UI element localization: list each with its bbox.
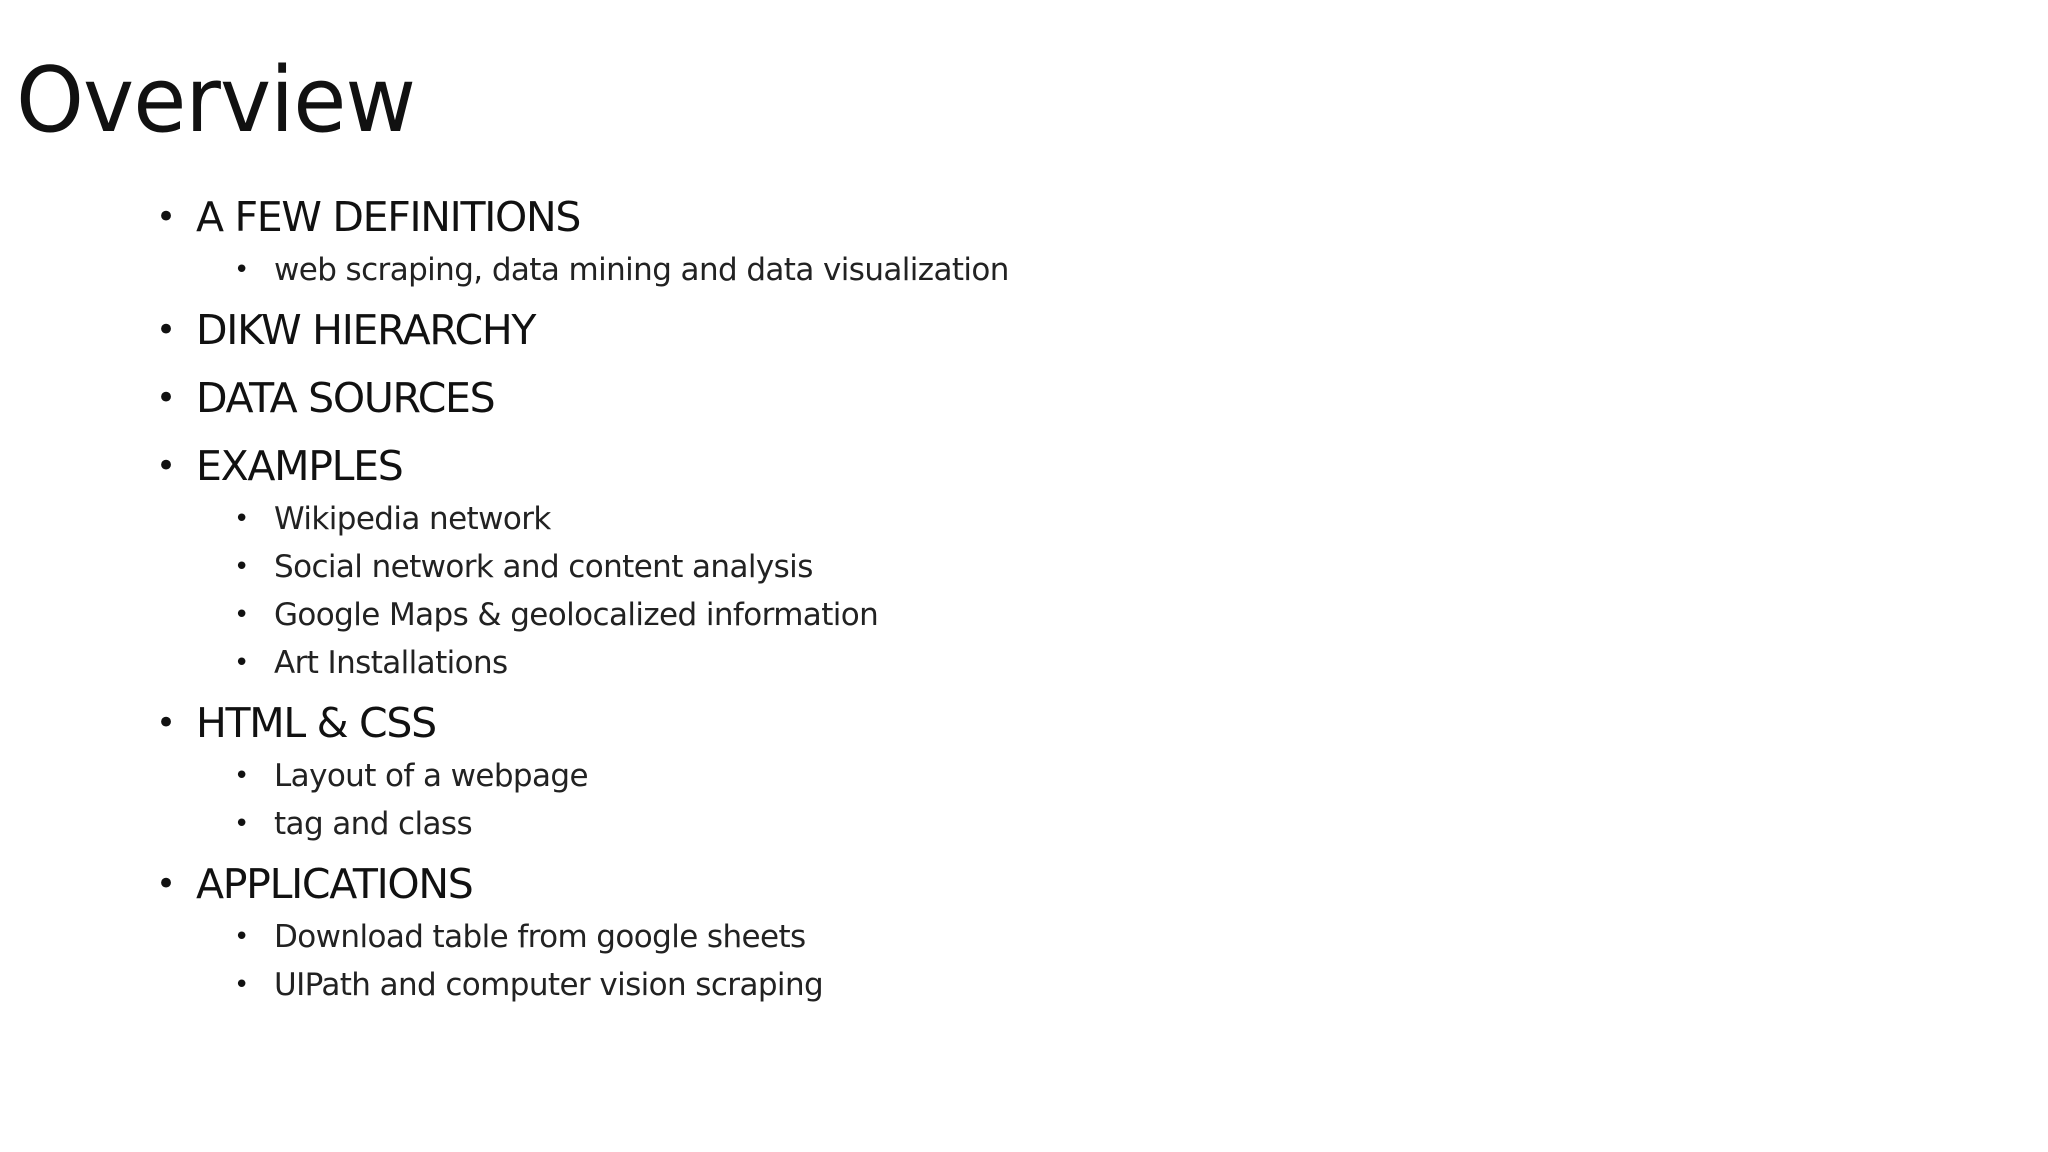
sub-item-label: Social network and content analysis (274, 549, 813, 585)
sub-list (234, 495, 1009, 687)
bullet-icon: • (234, 552, 250, 582)
outline-item-label: A FEW DEFINITIONS (196, 193, 581, 241)
bullet-icon: • (234, 809, 250, 839)
outline-item-label: DIKW HIERARCHY (196, 306, 536, 354)
sub-item (234, 495, 1009, 543)
bullet-icon: • (156, 197, 177, 237)
sub-item-label: UIPath and computer vision scraping (274, 967, 824, 1003)
bullet-icon: • (234, 922, 250, 952)
sub-item (234, 961, 1009, 1009)
sub-list (234, 913, 1009, 1009)
sub-item (234, 543, 1009, 591)
sub-item (234, 591, 1009, 639)
sub-item-label: Layout of a webpage (274, 758, 588, 794)
bullet-icon: • (234, 504, 250, 534)
outline-item (156, 186, 1009, 294)
outline-item (156, 435, 971, 687)
sub-item (234, 639, 1009, 687)
outline-item (156, 299, 971, 362)
bullet-icon: • (234, 970, 250, 1000)
outline-item (156, 367, 971, 430)
outline-item-label: APPLICATIONS (196, 860, 473, 908)
sub-item-label: Wikipedia network (274, 501, 551, 537)
sub-item (234, 246, 1009, 294)
sub-item-label: Google Maps & geolocalized information (274, 597, 879, 633)
bullet-icon: • (156, 378, 177, 418)
bullet-icon: • (156, 864, 177, 904)
sub-item (234, 752, 1009, 800)
bullet-icon: • (156, 446, 177, 486)
sub-item (234, 800, 1009, 848)
outline-item (156, 853, 971, 1009)
sub-item-label: tag and class (274, 806, 473, 842)
sub-item-label: Download table from google sheets (274, 919, 806, 955)
bullet-icon: • (234, 255, 250, 285)
sub-item (234, 913, 1009, 961)
outline-item-label: HTML & CSS (196, 699, 436, 747)
outline-item-label: DATA SOURCES (196, 374, 495, 422)
outline-list (156, 186, 1009, 1014)
sub-item-label: web scraping, data mining and data visualization (274, 252, 1009, 288)
outline-item (156, 692, 971, 848)
bullet-icon: • (156, 703, 177, 743)
outline-item-label: EXAMPLES (196, 442, 403, 490)
bullet-icon: • (234, 648, 250, 678)
bullet-icon: • (234, 761, 250, 791)
sub-list (234, 752, 1009, 848)
sub-item-label: Art Installations (274, 645, 508, 681)
slide-title: Overview (16, 48, 416, 153)
sub-list (234, 246, 1009, 294)
bullet-icon: • (156, 310, 177, 350)
bullet-icon: • (234, 600, 250, 630)
